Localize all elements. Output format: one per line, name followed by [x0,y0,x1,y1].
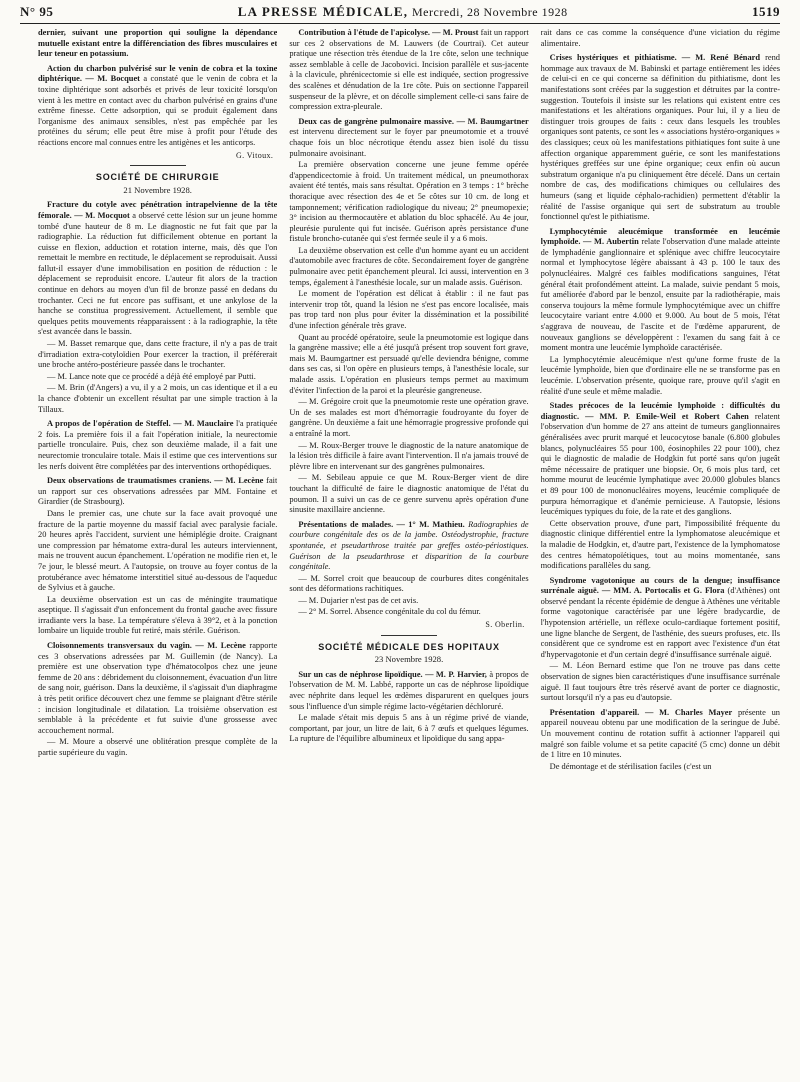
column-3 [541,28,780,1080]
issue-date: Mercredi, 28 Novembre 1928 [412,5,568,19]
article-title: A propos de l'opération de Steffel. — M. Mauclaire [47,419,234,429]
section-date: 21 Novembre 1928. [123,184,192,195]
article-body: l'a pratiquée 2 fois. La première fois il a fait l'opération initiale, la neurectomie partielle tronculaire. Puis, chez son deuxième malade, il a fait une neurectomie tronculaire totale. Mais il estime que ces interventions sur les nerfs doivent être complétées par des interventions orthopédiques. [38,419,278,471]
article-title: Deux cas de gangrène pulmonaire massive. — M. Baumgartner [298,116,529,126]
article-title: Stades précoces de la leucémie lymphoïde : difficultés du diagnostic. — MM. P. Emile-Weil et Robert Cahen [540,401,780,421]
running-title [238,4,568,20]
article [289,520,528,631]
article [541,576,780,704]
article-title: Contribution à l'étude de l'apicolyse. — M. Proust [298,28,479,37]
paragraph: — M. Léon Bernard estime que l'on ne trouve pas dans cette observation de signes bien caractéristiques d'une insuffisance surrénale aiguë. Il faut toujours être très réservé avant de porter ce diagnostic, surtout lorsqu'il n'y a pas eu d'autopsie. [540,661,780,703]
paragraph: Dans le premier cas, une chute sur la face avait provoqué une fracture de la partie moyenne du massif facial avec paralysie faciale. 20 heures après l'accident, survient une hémiplégie droite. Craignant une compression par hématome extra-dural les auteurs interviennent, mais ne trouvent aucun épanchement. L'opération ne modifie rien et, le 7e jour, le blessé meurt. A l'autopsie, on trouve au foyer contus de la protubérance avec hématome interstitiel situé au-dessous de l'aqueduc de Sylvius et à gauche. [38,508,278,593]
header-rule [20,23,780,24]
article-title: Action du charbon pulvérisé sur le venin de cobra et la toxine diphtérique. — M. Bocquet [38,63,278,84]
page-header [20,2,780,22]
article-title: Présentations de malades. — 1° M. Mathieu. [298,519,465,529]
article-title: Crises hystériques et pithiatisme. — M. René Bénard [549,53,761,63]
paragraph: Le moment de l'opération est délicat à établir : il ne faut pas intervenir trop tôt, quand la lésion ne s'est pas encore localisée, mais pas trop tard non plus pour éviter la dissémination et la possibilité d'une infection générale très grave. [289,289,529,331]
article [541,227,780,398]
paragraph: La deuxième observation est un cas de méningite traumatique aseptique. Il s'agissait d'un enfoncement du frontal gauche avec fissure irradiante vers la base. La température s'éleva à 39°2, et à la ponction lombaire un liquide trouble fut retiré, mais stérile. Guérison. [38,594,278,636]
article-body: à propos de l'observation de M. M. Labbé, rapporte un cas de néphrose lipoïdique avec néphrite dans lequel les œdèmes disparurent en quelques jours sous l'influence d'un simple régime lacto-végétarien déchloruré. [289,669,529,711]
paragraph: La deuxième observation est celle d'un homme ayant eu un accident d'automobile avec fractures de côte. Secondairement foyer de gangrène pulmonaire avec petit épanchement pleural. Ici aussi, intervention en 3 temps, également à l'anesthésie locale, sur un malade assis. Guérison. [289,245,529,287]
paragraph: — M. Roux-Berger trouve le diagnostic de la nature anatomique de la lésion très difficile à faire avant l'intervention. Il n'a jamais trouvé de plèvre libre en intervenant sur des gangrènes pulmonaires. [289,440,529,471]
paragraph: Cette observation prouve, d'une part, l'impossibilité fréquente du diagnostic clinique différentiel entre la lymphomatose aleucémique et la maladie de Hodgkin, et, d'autre part, l'existence de la lymphomatose des centres hématopoïétiques, tout au moins momentanée, sans modifications parallèles du sang. [540,518,780,571]
article [541,708,780,773]
journal-name: LA PRESSE MÉDICALE, [237,4,409,19]
article-title: Sur un cas de néphrose lipoïdique. — M. P. Harvier, [298,669,487,679]
article [38,419,277,472]
paragraph: La lymphocytémie aleucémique n'est qu'une forme fruste de la leucémie lymphoïde, bien que d'ordinaire elle ne se transforme pas en leucémie. L'observation présente, quoique rare, prouve qu'il s'agit en réalité d'une seule et même maladie. [540,354,780,396]
article-title: Lymphocytémie aleucémique transformée en leucémie lymphoïde. — M. Aubertin [540,226,780,247]
article-title: Cloisonnements transversaux du vagin. — M. Lecène [47,641,246,651]
article [289,28,528,113]
paragraph: — M. Dujarier n'est pas de cet avis. [298,595,419,605]
paragraph: dernier, suivant une proportion qui souligne la dépendance mutuelle existant entre la différenciation des fibres musculaires et leur teneur en potassium. [38,28,278,59]
article-body: Radiographies de courbure congénitale des os de la jambe. Ostéodystrophie, fracture spontanée, et pseudarthrose traitée par greffes ostéo-périostiques. Guérison de la pseudarthrose et disparition de la courbure congénitale. [289,519,529,572]
article [289,670,528,745]
section-title: SOCIÉTÉ DE CHIRURGIE [95,172,220,183]
paragraph: — M. Lance note que ce procédé a déjà été employé par Putti. [47,371,256,381]
article-title: Présentation d'appareil. — M. Charles Mayer [549,707,733,717]
paragraph: — M. Sorrel croit que beaucoup de courbures dites congénitales sont des déformations rachitiques. [289,573,529,594]
paragraph: — M. Basset remarque que, dans cette fracture, il n'y a pas de trait d'irradiation extra-cotyloïdien Pour exercer la traction, il préférerait une broche antéro-postérieure passée dans le trochanter. [38,339,278,370]
article-body: fait un rapport sur ces observations adressées par MM. Fontaine et Girardier (de Strasbourg). [38,476,278,507]
article-body: est intervenu directement sur le foyer par pneumotomie et a trouvé chaque fois un bloc nécrotique étendu assez bien isolé du tissu pulmonaire avoisinant. [289,127,529,158]
article-body: présente un appareil nouveau obtenu par une modification de la seringue de Jubé. Un mouvement continu de rotation suffit à actionner l'appareil qui malgré son faible volume et sa petite capacité (5 cmc) donne un débit de 1 litre en 10 minutes. [540,707,780,760]
section-title: SOCIÉTÉ MÉDICALE DES HOPITAUX [318,641,500,652]
paragraph: La première observation concerne une jeune femme opérée d'appendicectomie à froid. Un traitement médical, un pneumothorax avaient été tentés, mais sans résultat. Opération en 3 temps : 1° brèche thoracique avec résection des 4e et 5e côtes sur 10 cm. de long et tamponnement; vérification radiologique du niveau; 2° pneumopexie; 3° incision au thermocautère et ablation du bloc sphacélé. Au 4e jour, pleurésie purulente qui fut incisée. Guérison après persistance d'une fistule broncho-cutanée qui s'est fermée seule il y a 6 mois. [289,160,529,244]
separator [130,165,186,166]
article-body: (d'Athènes) ont observé pendant la récente épidémie de dengue à Athènes une véritable forme vagotonique caractérisée par une légère bradycardie, de l'hypotension artérielle, un réflexe oculo-cardiaque fortement positif, une ligne blanche de Sergent, de l'asthénie, des sueurs profuses, etc. Ils considèrent que ce syndrome est en rapport avec l'existence d'un état d'hypervagotonie et d'un certain degré d'insuffisance surrénale aiguë. [540,586,780,659]
author-signature: S. Oberlin. [485,620,525,630]
paragraph: Le malade s'était mis depuis 5 ans à un régime privé de viande, comportant, par jour, un litre de lait, 6 à 7 œufs et quelques légumes. La rupture de l'équilibre albumineux et lipoïdique du sang appa- [289,713,529,744]
separator [381,635,437,636]
column-1 [38,28,277,1080]
article-body: rend hommage aux travaux de M. Babinski et partage entièrement les idées de celui-ci en ce qui concerne sa définition du pithiatisme, dont les manifestations sont créées par la suggestion et détruites par la contre-suggestion. Toutefois il insiste sur les relations qui existent entre ces manifestations et les altérations organiques. Pour lui, il y a lieu de distinguer trois groupes de faits : ceux dans lesquels les troubles organiques sont patents, ce sont les « associations hystéro-organiques » des classiques; ceux où les manifestations pithiatiques font suite à une affection organique apparemment guérie, ce sont les manifestations hystériques greffées sur une épine organique; ceux enfin où aucun substratum organique n'a pu cliniquement être décelé. Dans un certain nombre de cas, des modifications chimiques ou cellulaires des humeurs (sang et liquide céphalo-rachidien) permettent d'établir la réalité de l'assise organique qui sert de substratum au trouble fonctionnel qu'est le pithiatisme. [540,53,780,222]
page-number: N° 95 [20,4,54,19]
article-body: rapporte ces 3 observations adressées par M. Guillemin (de Nancy). La première est une observation type d'hématocolpos chez une jeune femme de 20 ans : débridement du cloisonnement, évacuation d'un litre de sang noir, guérison. Dans la deuxième, il s'agissait d'un diaphragme à très petit orifice découvert chez une femme se plaignant d'être stérile : incision longitudinale et dilatation. La troisième observation est semblable à la précédente et fut suivie d'une grossesse avec accouchement normal. [38,641,278,735]
article-title: Fracture du cotyle avec pénétration intrapelvienne de la tête fémorale. — M. Mocquot [38,200,278,220]
article [38,641,277,759]
paragraph: rait dans ce cas comme la conséquence d'une viciation du régime alimentaire. [540,28,780,48]
article [289,117,528,516]
paragraph: — 2° M. Sorrel. Absence congénitale du col du fémur. [298,607,481,617]
section-date: 23 Novembre 1928. [374,654,444,665]
paragraph: — M. Grégoire croit que la pneumotomie reste une opération grave. Un de ses malades est mort d'hémorragie foudroyante du foyer de gangrène. Un deuxième a fait une hémorragie progressive profonde qui a entraîné la mort. [289,397,529,438]
paragraph: — M. Brin (d'Angers) a vu, il y a 2 mois, un cas identique et il a eu la chance d'obtenir un excellent résultat par une simple traction à la Tillaux. [38,383,278,414]
article [541,401,780,572]
columns [38,28,780,1080]
column-2 [289,28,528,1080]
article-body: relate l'observation d'une malade atteinte de lymphadénie ganglionnaire et splénique avec chiffre leucocytaire normal et lymphocytose légère abaissant à 43 p. 100 le taux des polynucléaires. Malgré ces faibles modifications sanguines, l'état général était profondément atteint. La malade, suivie pendant 5 mois, fut améliorée d'abord par le benzol, ensuite par la radiothérapie, mais conserva toujours la même formule lymphocytémique avec un chiffre leucocytaire variant entre 4.000 et 9.000. Au bout de 5 mois, l'état s'aggrava de nouveau, de l'ascite et de l'œdème apparurent, de nouveaux ganglions se développèrent : l'examen du sang fait à ce moment montra une leucémie lymphoïde caractérisée. [540,237,780,353]
article-title: Syndrome vagotonique au cours de la dengue; insuffisance surrénale aiguë. — MM. A. Portocalis et G. Flora [540,575,780,596]
page-folio: 1519 [752,4,780,19]
article-body: a observé cette lésion sur un jeune homme tombé d'une hauteur de 8 m. Le diagnostic ne fut fait que par la radiographie. La réduction fut difficilement obtenue en portant la cuisse en flexion, adduction et rotation interne, mais, dès que l'on remettait le membre en rectitude, le déplacement se reproduisait. Aussi fallut-il essayer d'une immobilisation en position de réduction : le déplacement se reproduisit encore. L'auteur fit alors de la traction continue en dehors au moyen d'un fil de bronze passé en dedans du trochanter. Ceci ne fut encore pas suffisant, et une ankylose de la hanche se constitua progressivement. Actuellement, il semble que quelques petits mouvements réapparaissent : à la radiographie, la tête s'est avancée dans le bassin. [38,210,278,337]
article [541,53,780,223]
paragraph: Quant au procédé opératoire, seule la pneumotomie est logique dans la gangrène massive; elle a été jusqu'à présent trop souvent fort grave, mais M. Baumgartner est persuadé qu'elle deviendra bénigne, comme dans ses cas, si l'on opère en plusieurs temps, à l'anesthésie locale, sur malade assis. L'opération en plusieurs temps permet au maximum d'éviter l'infection de la paroi et la pleurésie gangreneuse. [289,332,529,395]
article [38,476,277,637]
paragraph: De démontage et de stérilisation faciles (c'est un [549,761,712,771]
article-body: fait un rapport sur ces 2 observations de M. Lauwers (de Courtrai). Cet auteur pratique une résection très étendue de la 1re côte, selon une technique assez semblable à celle de Jacobovici. Incision parallèle et sus-jacente à la clavicule, phrénicectomie si elle est indiquée, section progressive des scalènes et dénudation de la 1re côte. Puis on sectionne l'appareil suspenseur de la plèvre, et on décolle simplement celle-ci sans faire de compression extra-pleurale. [289,28,529,112]
article [38,64,277,161]
article-body: a constaté que le venin de cobra et la toxine diphtérique sont adsorbés et privés de leur toxicité lorsqu'on vient à les mettre en contact avec du charbon pulvérisé en grains d'une extrême finesse. Cette adsorption, qui se produit également dans l'organisme des animaux sensibles, n'est pas empêchée par les protéines du sérum; elle peut être mise à profit pour l'étude des réactions encore mal connues entre les antigènes et les anticorps. [38,74,278,147]
paragraph: — M. Sebileau appuie ce que M. Roux-Berger vient de dire touchant la difficulté de faire le diagnostic anatomique de l'état du poumon. Il a suivi un cas de ce genre survenu après opération d'une sinusite maxillaire ancienne. [289,473,529,515]
article-body: relatent l'observation d'un homme de 27 ans atteint de tumeurs ganglionnaires généralisées avec prurit marqué et leucocytose banale (6.800 globules blancs, polynucléaires 55 pour 100, éosinophiles 22 pour 100), chez qui le diagnostic de maladie de Hodgkin fut porté sans qu'on jugeât même nécessaire de pratiquer une biopsie. Or, 6 mois plus tard, cet homme mourut de leucémie lymphatique avec 20.000 globules blancs et 89 pour 100 de mononucléaires moyens, leucémie compliquée de purpura hémorragique et d'anémie pernicieuse. A l'autopsie, lésions leucémiques typiques du foie, de la rate et des ganglions. [540,411,780,517]
author-signature: G. Vitoux. [235,150,274,160]
article [38,200,277,415]
paragraph: — M. Moure a observé une oblitération presque complète de la partie supérieure du vagin. [38,737,278,757]
article-title: Deux observations de traumatismes craniens. — M. Lecène [47,476,264,486]
